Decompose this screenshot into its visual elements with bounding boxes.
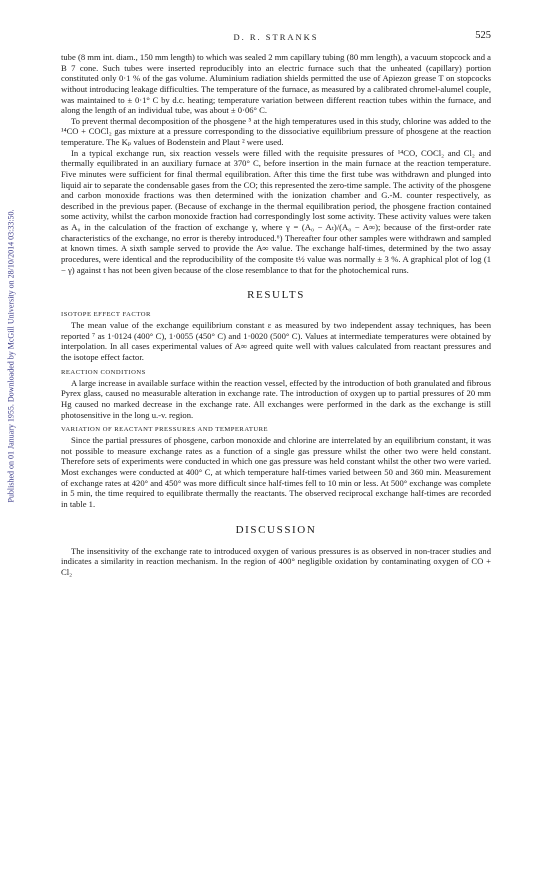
subsection-title: ISOTOPE EFFECT FACTOR [61,311,151,319]
running-head [61,30,491,44]
download-notice: Published on 01 January 1955. Downloaded by McGill University on 28/10/2014 03:33:50. [6,209,16,503]
paragraph: A large increase in available surface within the reaction vessel, effected by the introduction of both granulated and fibrous Pyrex glass, caused no measurable alteration in exchange rate. The introduction of oxygen up to partial pressures of 20 mm Hg caused no marked decrease in the exchange rate. All exchanges were performed in the dark as the exchange is still photosensitive in the long u.-v. region. [61,377,491,420]
running-author: D. R. STRANKS [233,32,319,42]
article-page [61,30,491,577]
page-number: 525 [475,30,491,41]
subsection-title: REACTION CONDITIONS [61,368,146,376]
paragraph: The mean value of the exchange equilibrium constant ε as measured by two independent assay techniques, has been reported ⁷ as 1·0124 (400° C), 1·0055 (450° C) and 1·0020 (500° C). Values at intermediate temperatures were obtained by interpolation. In all cases experimental values of A∞ agreed quite well with values calculated from reactant pressures and the isotope effect factor. [61,320,491,362]
paragraph: tube (8 mm int. diam., 150 mm length) to which was sealed 2 mm capillary tubing (80 mm length), a vacuum stopcock and a B 7 cone. Such tubes were inserted reproducibly into an electric furnace such that the unheated (capillary) portion constituted only 0·1 % of the gas volume. Aluminium radiation shields permitted the use of Apiezon grease T on stopcocks without introducing leakage difficulties. The temperature of the furnace, as measured by a calibrated chromel-alumel couple, was maintained to ± 0·1° C by d.c. heating; temperature variation between different reaction tubes within the furnace, and along the length of an individual tube, was about ± 0·06° C. [61,52,491,116]
paragraph: The insensitivity of the exchange rate to introduced oxygen of various pressures is as observed in non-tracer studies and indicates a similarity in reaction mechanism. In the region of 400° negligible oxidation by contaminating oxygen of CO + Cl₂ [61,545,491,577]
results-heading: RESULTS [247,289,305,302]
paragraph: To prevent thermal decomposition of the phosgene ⁵ at the high temperatures used in this study, chlorine was added to the ¹⁴CO + COCl₂ gas mixture at a pressure corresponding to the dissociative equilibrium pressure of phosgene at the reaction temperature. The Kₚ values of Bodenstein and Plaut ² were used. [61,115,491,147]
paragraph: In a typical exchange run, six reaction vessels were filled with the requisite pressures of ¹⁴CO, COCl₂ and Cl₂ and thermally equilibrated in an auxiliary furnace at 370° C, before insertion in the main furnace at the reaction temperature. Five minutes were sufficient for final thermal equilibration. After this time the first tube was withdrawn and plunged into liquid air to separate the condensable gases from the CO; this represented the zero-time sample. The activity of the phosgene and carbon monoxide fractions was then determined with the ionization chamber and G.-M. counter respectively, as described in the previous paper. (Because of exchange in the thermal equilibration period, the phosgene fraction contained some activity, whilst the carbon monoxide fraction had correspondingly lost some activity. These activity values were taken as A₀ in the calculation of the fraction of exchange γ, where γ = (A₀ − Aₜ)/(A₀ − A∞); because of the first-order rate characteristics of the exchange, no error is thereby introduced.⁶) Thereafter four other samples were withdrawn and sampled at known times. A sixth sample served to provide the A∞ value. The exchange half-times, determined by the two assay procedures, were identical and the reproducibility of the composite t½ value was normally ± 3 %. A graphical plot of log (1 − γ) against t has not been given because of the close resemblance to that for the photochemical runs. [61,147,491,275]
paragraph: Since the partial pressures of phosgene, carbon monoxide and chlorine are interrelated by an equilibrium constant, it was not possible to measure exchange rates as a function of a single gas pressure whilst the other two were held constant. Therefore sets of experiments were conducted in which one gas pressure was held constant whilst the other two were varied. Most exchanges were conducted at 400° C, at which temperature half-times varied between 50 and 360 min. Measurement of exchange rates at 420° and 450° was more difficult since half-times fell to 10 min or less. At 500° exchange was complete in 5 min, the time required to equilibrate thermally the reactants. The observed reciprocal exchange half-times are recorded in table 1. [61,435,491,509]
download-sidebar [0,0,22,889]
discussion-heading: DISCUSSION [235,523,317,536]
subsection-title: VARIATION OF REACTANT PRESSURES AND TEMPERATURE [61,426,269,434]
